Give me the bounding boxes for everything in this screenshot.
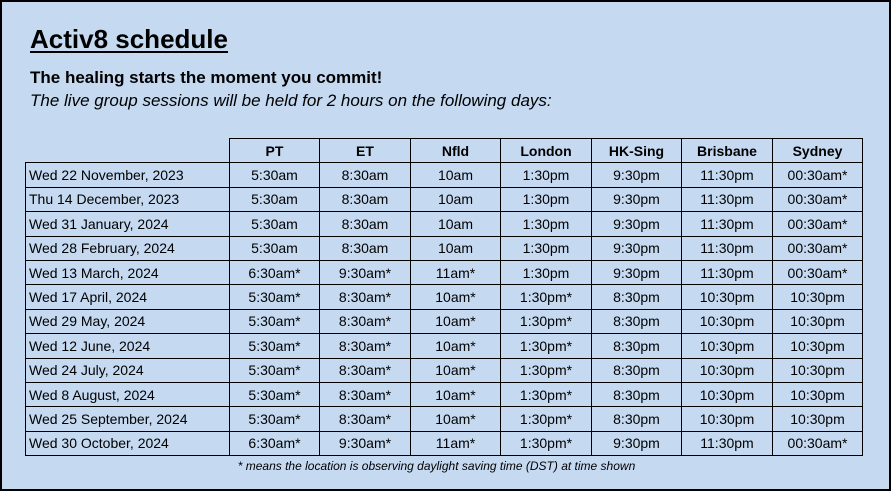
column-header-nfld: Nfld <box>411 139 501 163</box>
table-row <box>26 358 863 382</box>
session-time-cell: 11am* <box>411 260 501 284</box>
session-time-cell: 1:30pm* <box>501 407 592 431</box>
table-row <box>26 236 863 260</box>
session-time-cell: 5:30am* <box>230 309 320 333</box>
session-date-cell: Wed 25 September, 2024 <box>26 407 230 431</box>
session-time-cell: 10:30pm <box>773 285 863 309</box>
session-time-cell: 8:30am <box>320 187 411 211</box>
session-time-cell: 1:30pm <box>501 163 592 187</box>
session-time-cell: 10am <box>411 187 501 211</box>
session-time-cell: 8:30pm <box>592 309 682 333</box>
session-time-cell: 10:30pm <box>682 285 773 309</box>
session-time-cell: 8:30am <box>320 163 411 187</box>
session-time-cell: 11am* <box>411 431 501 455</box>
session-time-cell: 11:30pm <box>682 431 773 455</box>
table-row <box>26 334 863 358</box>
session-time-cell: 10am <box>411 163 501 187</box>
column-header-london: London <box>501 139 592 163</box>
session-time-cell: 1:30pm <box>501 260 592 284</box>
session-time-cell: 11:30pm <box>682 236 773 260</box>
session-time-cell: 10am* <box>411 358 501 382</box>
table-row <box>26 285 863 309</box>
session-time-cell: 00:30am* <box>773 431 863 455</box>
session-time-cell: 00:30am* <box>773 212 863 236</box>
session-time-cell: 8:30am* <box>320 334 411 358</box>
session-date-cell: Wed 29 May, 2024 <box>26 309 230 333</box>
session-time-cell: 8:30am* <box>320 285 411 309</box>
session-time-cell: 1:30pm* <box>501 334 592 358</box>
session-date-cell: Wed 22 November, 2023 <box>26 163 230 187</box>
session-time-cell: 10am* <box>411 334 501 358</box>
session-time-cell: 10am* <box>411 309 501 333</box>
session-time-cell: 10am <box>411 212 501 236</box>
session-time-cell: 6:30am* <box>230 260 320 284</box>
session-time-cell: 8:30am* <box>320 382 411 406</box>
session-time-cell: 8:30pm <box>592 285 682 309</box>
column-header-hk-sing: HK-Sing <box>592 139 682 163</box>
session-time-cell: 8:30am <box>320 212 411 236</box>
session-time-cell: 11:30pm <box>682 163 773 187</box>
table-header-row <box>26 139 863 163</box>
session-time-cell: 10:30pm <box>682 358 773 382</box>
table-row <box>26 407 863 431</box>
table-body <box>26 163 863 456</box>
session-time-cell: 1:30pm* <box>501 431 592 455</box>
session-time-cell: 9:30am* <box>320 260 411 284</box>
session-time-cell: 11:30pm <box>682 187 773 211</box>
session-time-cell: 10am* <box>411 285 501 309</box>
session-time-cell: 5:30am <box>230 163 320 187</box>
session-time-cell: 5:30am <box>230 187 320 211</box>
session-time-cell: 1:30pm* <box>501 358 592 382</box>
intro-text: The live group sessions will be held for 2 hours on the following days: <box>30 91 552 110</box>
session-date-cell: Thu 14 December, 2023 <box>26 187 230 211</box>
session-time-cell: 00:30am* <box>773 236 863 260</box>
session-time-cell: 1:30pm* <box>501 382 592 406</box>
table-row <box>26 163 863 187</box>
session-date-cell: Wed 17 April, 2024 <box>26 285 230 309</box>
session-time-cell: 8:30am* <box>320 358 411 382</box>
header-corner <box>26 139 230 163</box>
session-date-cell: Wed 8 August, 2024 <box>26 382 230 406</box>
session-time-cell: 9:30pm <box>592 236 682 260</box>
session-time-cell: 10:30pm <box>682 382 773 406</box>
column-header-sydney: Sydney <box>773 139 863 163</box>
session-time-cell: 10:30pm <box>773 358 863 382</box>
session-time-cell: 10am* <box>411 382 501 406</box>
session-time-cell: 9:30pm <box>592 431 682 455</box>
session-time-cell: 10:30pm <box>682 309 773 333</box>
session-time-cell: 5:30am* <box>230 358 320 382</box>
session-time-cell: 00:30am* <box>773 260 863 284</box>
session-time-cell: 8:30am <box>320 236 411 260</box>
session-time-cell: 9:30pm <box>592 187 682 211</box>
session-time-cell: 1:30pm <box>501 236 592 260</box>
dst-footnote: * means the location is observing daylight saving time (DST) at time shown <box>237 459 636 473</box>
session-time-cell: 8:30am* <box>320 407 411 431</box>
session-time-cell: 8:30pm <box>592 358 682 382</box>
session-date-cell: Wed 12 June, 2024 <box>26 334 230 358</box>
column-header-brisbane: Brisbane <box>682 139 773 163</box>
session-date-cell: Wed 24 July, 2024 <box>26 358 230 382</box>
table-row <box>26 309 863 333</box>
session-date-cell: Wed 28 February, 2024 <box>26 236 230 260</box>
session-time-cell: 10:30pm <box>773 382 863 406</box>
session-time-cell: 10:30pm <box>773 309 863 333</box>
session-time-cell: 11:30pm <box>682 212 773 236</box>
table-row <box>26 212 863 236</box>
session-time-cell: 9:30pm <box>592 260 682 284</box>
session-time-cell: 6:30am* <box>230 431 320 455</box>
table-row <box>26 187 863 211</box>
page-title: Activ8 schedule <box>30 24 228 54</box>
session-time-cell: 8:30pm <box>592 334 682 358</box>
session-time-cell: 5:30am* <box>230 382 320 406</box>
session-time-cell: 1:30pm* <box>501 309 592 333</box>
session-date-cell: Wed 30 October, 2024 <box>26 431 230 455</box>
session-time-cell: 10am <box>411 236 501 260</box>
session-time-cell: 00:30am* <box>773 187 863 211</box>
session-time-cell: 8:30pm <box>592 382 682 406</box>
session-time-cell: 8:30am* <box>320 309 411 333</box>
session-time-cell: 1:30pm <box>501 212 592 236</box>
column-header-et: ET <box>320 139 411 163</box>
session-time-cell: 9:30pm <box>592 163 682 187</box>
session-time-cell: 5:30am* <box>230 285 320 309</box>
tagline: The healing starts the moment you commit! <box>30 68 383 87</box>
session-date-cell: Wed 13 March, 2024 <box>26 260 230 284</box>
session-time-cell: 11:30pm <box>682 260 773 284</box>
column-header-pt: PT <box>230 139 320 163</box>
session-time-cell: 00:30am* <box>773 163 863 187</box>
session-time-cell: 1:30pm* <box>501 285 592 309</box>
session-time-cell: 9:30pm <box>592 212 682 236</box>
session-time-cell: 1:30pm <box>501 187 592 211</box>
session-time-cell: 9:30am* <box>320 431 411 455</box>
session-time-cell: 10:30pm <box>682 334 773 358</box>
session-time-cell: 10:30pm <box>773 407 863 431</box>
session-time-cell: 5:30am* <box>230 334 320 358</box>
session-time-cell: 10:30pm <box>773 334 863 358</box>
session-time-cell: 10:30pm <box>682 407 773 431</box>
session-time-cell: 5:30am <box>230 212 320 236</box>
table-row <box>26 431 863 455</box>
session-time-cell: 8:30pm <box>592 407 682 431</box>
table-row <box>26 382 863 406</box>
session-time-cell: 5:30am <box>230 236 320 260</box>
session-date-cell: Wed 31 January, 2024 <box>26 212 230 236</box>
session-time-cell: 10am* <box>411 407 501 431</box>
schedule-table <box>25 138 863 456</box>
session-time-cell: 5:30am* <box>230 407 320 431</box>
table-row <box>26 260 863 284</box>
